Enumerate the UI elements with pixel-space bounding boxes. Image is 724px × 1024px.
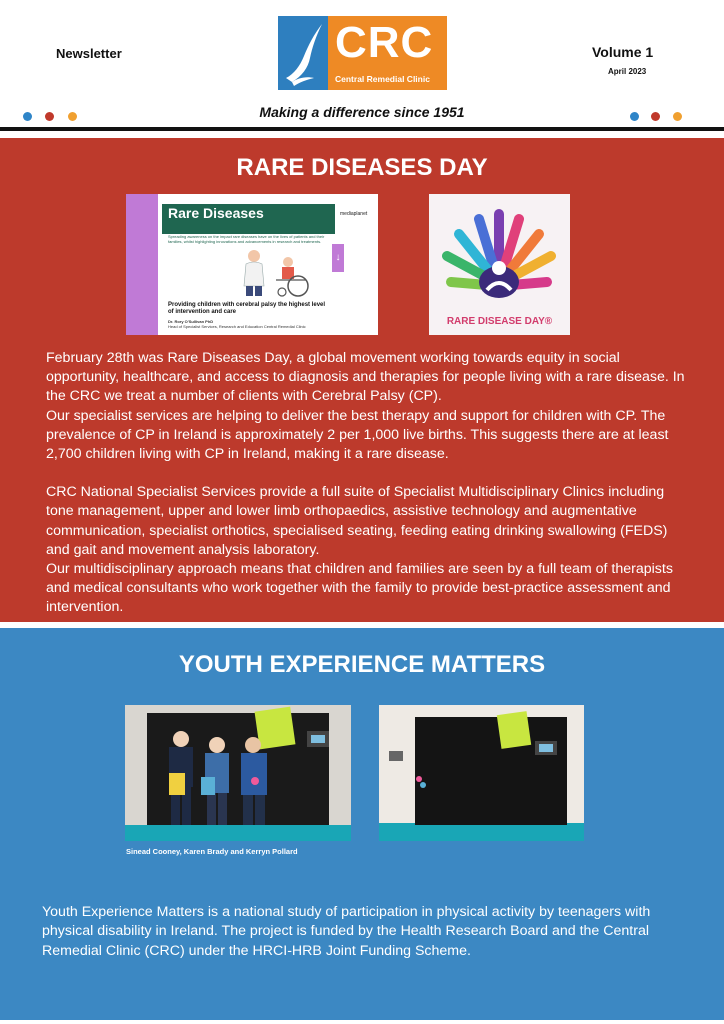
rare-disease-day-label: RARE DISEASE DAY® [446, 316, 553, 327]
paragraph: Our specialist services are helping to deliver the best therapy and support for children with CP. The prevalence of CP in Ireland is approximately 2 per 1,000 live births. This suggests there are at least 2,700 children living with CP in Ireland, making it a rare disease. [46, 407, 669, 463]
doctor-child-illustration [226, 246, 326, 298]
bird-icon [278, 16, 328, 90]
paragraph: CRC National Specialist Services provide a full suite of Specialist Multidisciplinary Clinics including tone management, upper and lower limb orthopaedics, assistive technology and augmentative communication, specialist orthotics, specialised seating, feeding eating drinking swallowing (FEDS) and gait and movement analysis laboratory. [46, 484, 668, 558]
paragraph: Our multidisciplinary approach means that children and families are seen by a full team of therapists and medical consultants who work together with the family to provide best-practice assessment and intervention. [46, 561, 673, 616]
side-strip [126, 194, 158, 335]
rare-diseases-body [46, 349, 694, 618]
rare-disease-day-logo [429, 194, 570, 335]
logo-subtitle: Central Remedial Clinic [335, 74, 430, 84]
section-title: YOUTH EXPERIENCE MATTERS [178, 651, 546, 678]
volume-label: Volume 1 [592, 44, 654, 60]
logo-wordmark: CRC [335, 18, 434, 67]
orange-dot [673, 112, 682, 121]
header-divider [0, 127, 724, 131]
section-title: RARE DISEASES DAY [236, 154, 488, 181]
youth-experience-body: Youth Experience Matters is a national study of participation in physical activity by teenagers with physical disability in Ireland. The project is funded by the Health Research Board and the Central Remedial Clinic (CRC) under the HRCI-HRB Joint Funding Scheme. [42, 904, 651, 959]
photo-caption: Sinead Cooney, Karen Brady and Kerryn Pollard [126, 847, 298, 856]
hands-icon [429, 194, 570, 316]
rare-diseases-article-image [126, 194, 378, 335]
crc-logo [278, 16, 447, 90]
article-intro: Spreading awareness on the impact rare diseases have on the lives of patients and their families, whilst highlighting innovations and advancements in research and treatments. [168, 234, 325, 244]
issue-date: April 2023 [608, 67, 647, 76]
blue-dot [630, 112, 639, 121]
tagline: Making a difference since 1951 [259, 104, 465, 120]
red-dot [651, 112, 660, 121]
newsletter-label: Newsletter [56, 46, 122, 61]
article-heading: Rare Diseases [168, 205, 264, 221]
article-author: Dr. Rory O'Sullivan PhD Head of Specialist Services, Research and Education Central Remedial Clinic [168, 319, 306, 329]
paragraph: February 28th was Rare Diseases Day, a global movement working towards equity in social opportunity, healthcare, and access to diagnosis and therapies for people living with a rare disease. In the CRC we treat a number of clients with Cerebral Palsy (CP). [46, 350, 685, 405]
wall-mural-photo [379, 705, 584, 841]
article-caption: Providing children with cerebral palsy the highest level of intervention and care [168, 302, 326, 315]
arrow-down-icon: ↓ [332, 244, 344, 272]
team-photo [125, 705, 351, 841]
mediaplanet-logo: mediaplanet [340, 211, 368, 217]
